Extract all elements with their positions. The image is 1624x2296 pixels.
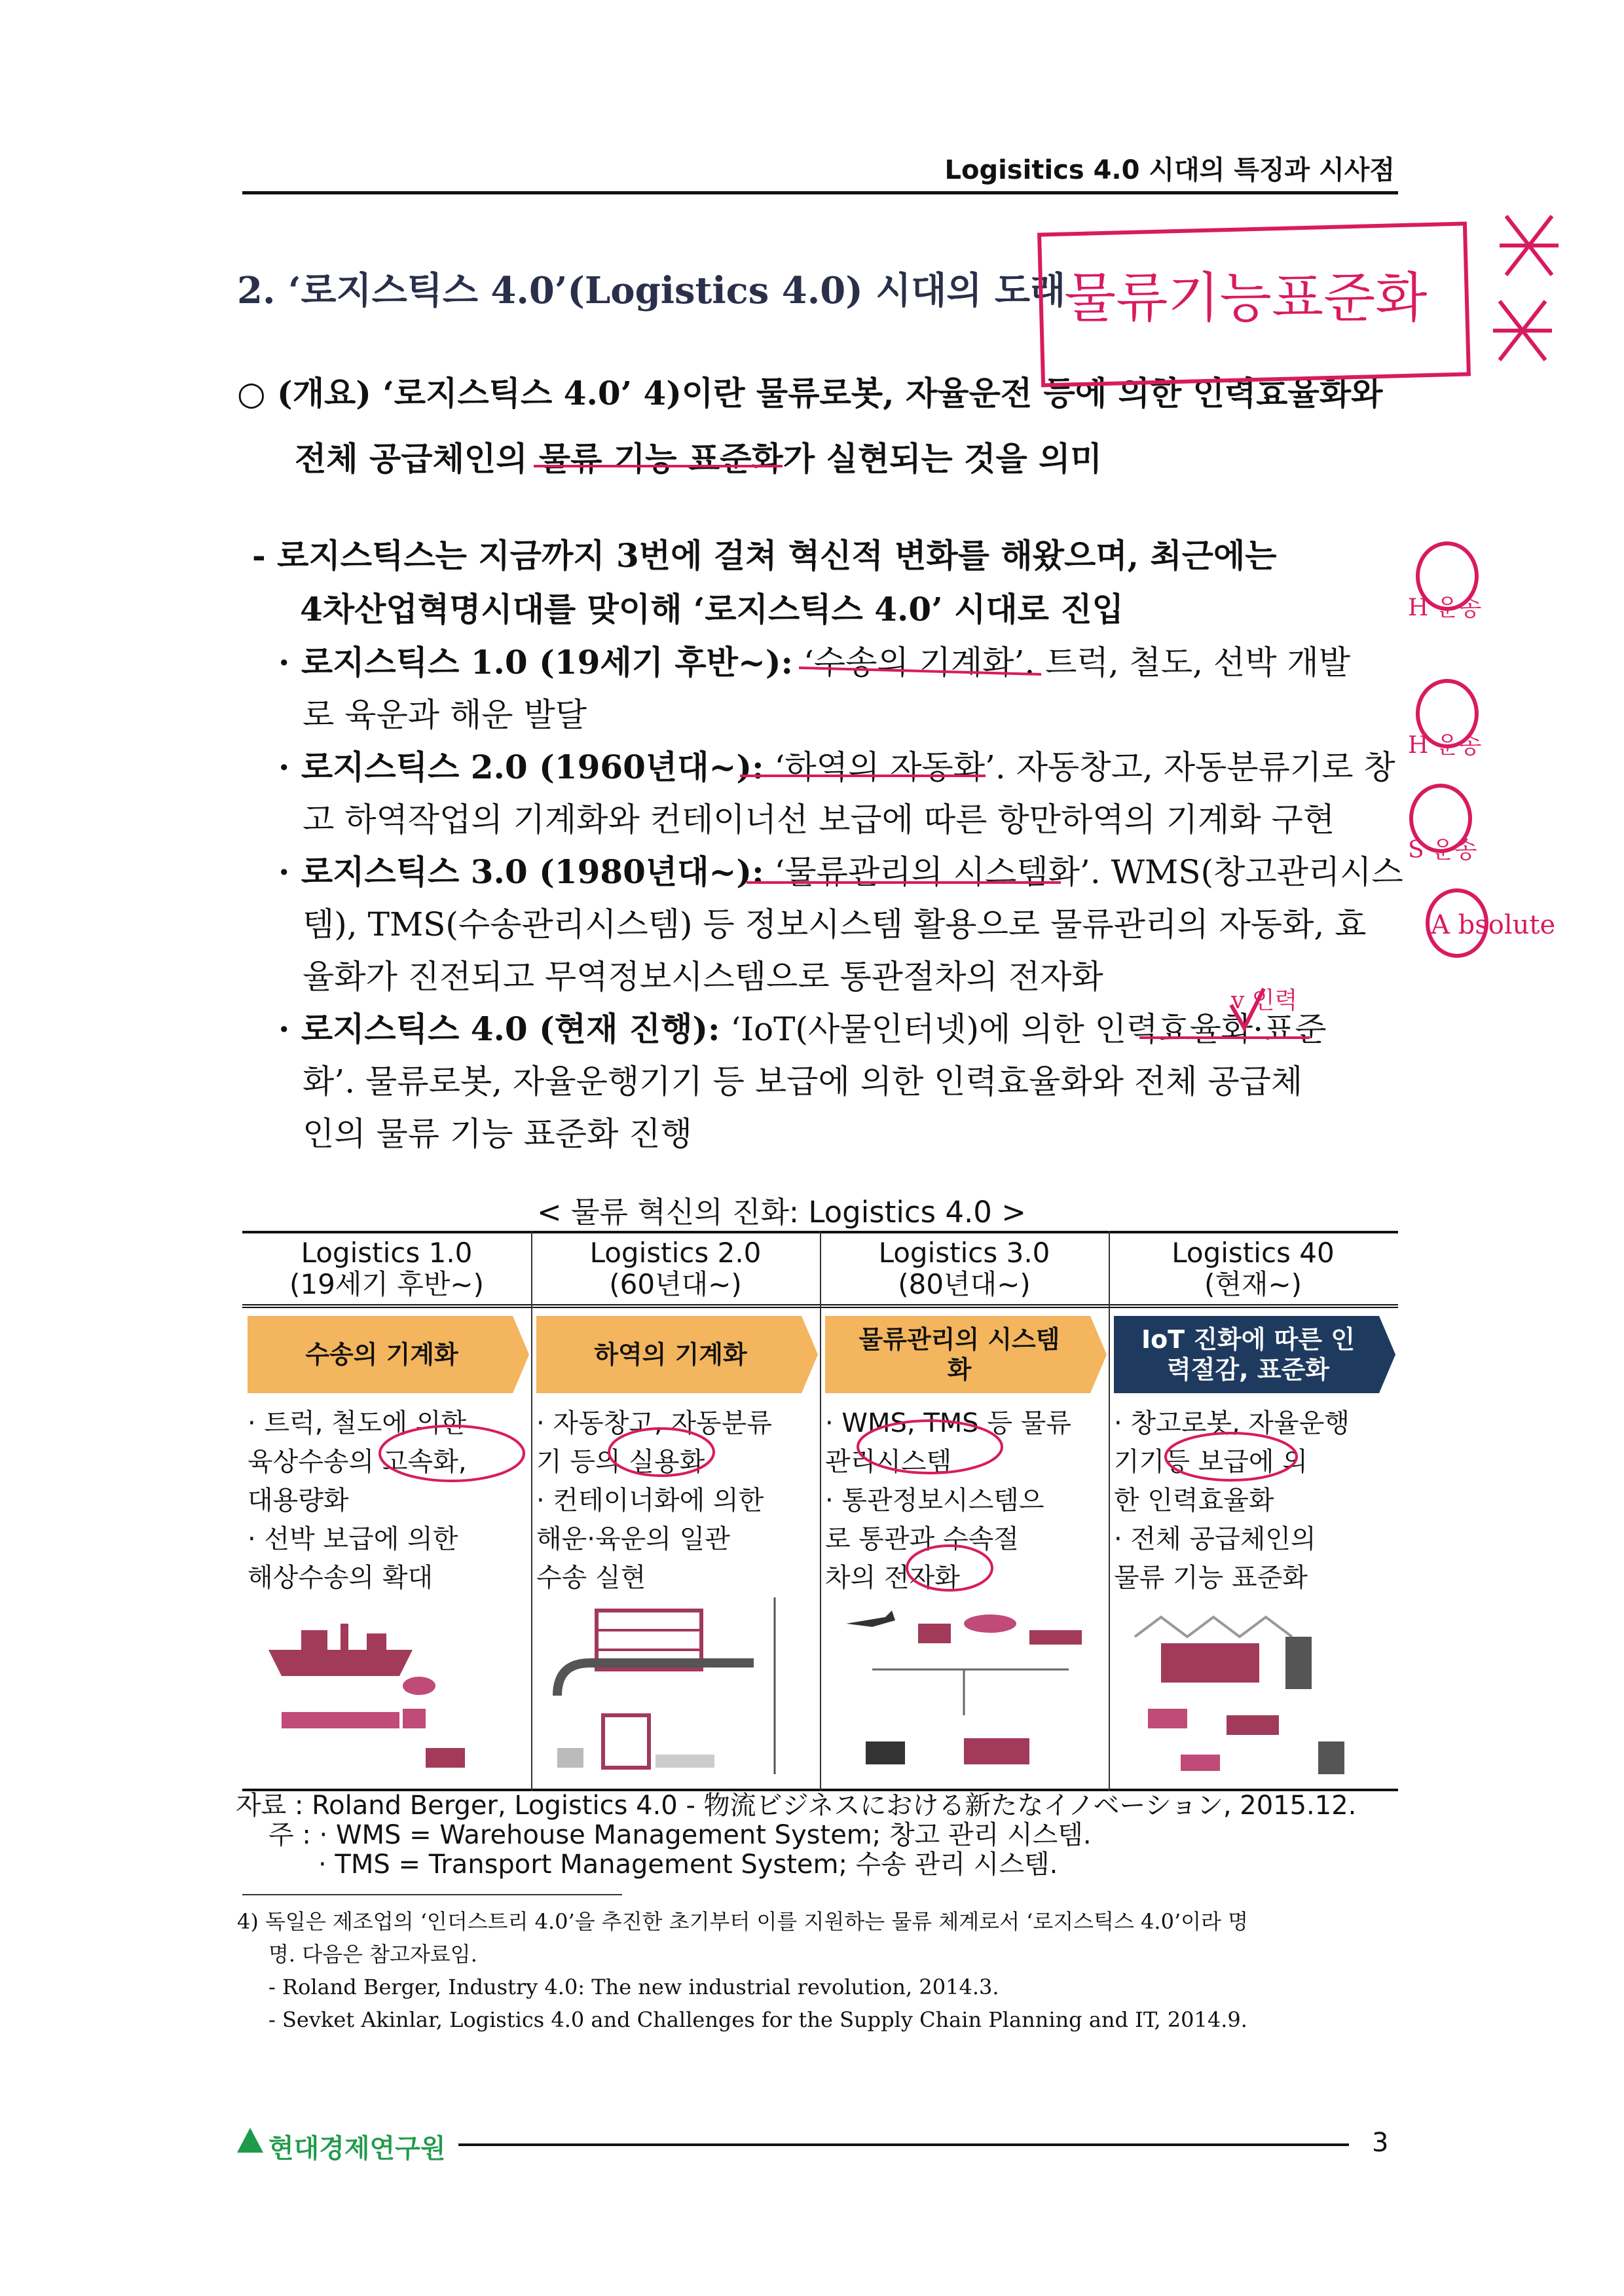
bullet-1-lead: · 로지스틱스 1.0 (19세기 후반~): xyxy=(278,643,793,682)
handwritten-side-note: H 운송 xyxy=(1408,732,1482,759)
column-header-title: Logistics 3.0 xyxy=(878,1237,1050,1269)
footnote-ref-1: - Roland Berger, Industry 4.0: The new industrial revolution, 2014.3. xyxy=(268,1975,999,1999)
footnote-ref-2: - Sevket Akinlar, Logistics 4.0 and Challenges for the Supply Chain Planning and IT, 2014.9. xyxy=(268,2007,1247,2032)
dash-line-1: - 로지스틱스는 지금까지 3번에 걸쳐 혁신적 변화를 해왔으며, 최근에는 xyxy=(252,536,1277,575)
column-header-title: Logistics 40 xyxy=(1172,1237,1335,1269)
cell-line: · 통관정보시스템으 xyxy=(825,1485,1044,1516)
overview-line-1: ○ (개요) ‘로지스틱스 4.0’ 4)이란 물류로봇, 자율운전 등에 의한 인력효율화와 xyxy=(237,374,1383,412)
table-caption: < 물류 혁신의 진화: Logistics 4.0 > xyxy=(537,1195,1026,1230)
handwritten-side-note: v 인력 xyxy=(1231,987,1298,1014)
bullet-2-text: ‘하역의 자동화’. 자동창고, 자동분류기로 창 xyxy=(764,748,1395,786)
column-header-period: (현재~) xyxy=(1204,1268,1302,1300)
cell-line: 대용량화 xyxy=(248,1485,349,1516)
bullet-1-text: ‘수송의 기계화’. 트럭, 철도, 선박 개발 xyxy=(792,644,1351,682)
handwritten-side-note: A bsolute xyxy=(1431,910,1556,940)
cell-line: · 창고로봇, 자율운행 xyxy=(1114,1408,1350,1438)
column-header-period: (19세기 후반~) xyxy=(289,1268,485,1300)
cell-line: · WMS, TMS 등 물류 xyxy=(825,1408,1071,1438)
banner-label: 수송의 기계화 xyxy=(305,1340,458,1369)
cell-line: · 선박 보급에 의한 xyxy=(248,1524,458,1554)
bullet-1-line-2: 로 육운과 해운 발달 xyxy=(303,696,587,734)
note-line-wms: 주 : · WMS = Warehouse Management System; 창고 관리 시스템. xyxy=(268,1820,1092,1850)
section-title: 2. ‘로지스틱스 4.0’(Logistics 4.0) 시대의 도래 xyxy=(237,269,1066,312)
footnote-line-2: 명. 다음은 참고자료임. xyxy=(268,1942,477,1967)
bullet-4-text: ‘IoT(사물인터넷)에 의한 인력효율화·표준 xyxy=(720,1010,1327,1048)
column-header-period: (60년대~) xyxy=(609,1268,742,1300)
bullet-4-lead: · 로지스틱스 4.0 (현재 진행): xyxy=(278,1010,720,1048)
bullet-3-line-2: 템), TMS(수송관리시스템) 등 정보시스템 활용으로 물류관리의 자동화, 효 xyxy=(303,905,1367,943)
bullet-2-line-2: 고 하역작업의 기계화와 컨테이너선 보급에 따른 항만하역의 기계화 구현 xyxy=(303,801,1335,839)
overview-line-2: 전체 공급체인의 물류 기능 표준화가 실현되는 것을 의미 xyxy=(295,439,1102,478)
banner-label: 하역의 기계화 xyxy=(594,1340,747,1369)
cell-line: 관리시스템 xyxy=(825,1447,952,1477)
running-header: Logisitics 4.0 시대의 특징과 시사점 xyxy=(944,155,1395,185)
page-number: 3 xyxy=(1372,2128,1389,2158)
bullet-3-line-3: 율화가 진전되고 무역정보시스템으로 통관절차의 전자화 xyxy=(303,958,1103,996)
cell-line: 해운·육운의 일관 xyxy=(536,1524,730,1554)
banner-label: 물류관리의 시스템화 xyxy=(858,1325,1060,1384)
bullet-4-line-2: 화’. 물류로봇, 자율운행기기 등 보급에 의한 인력효율화와 전체 공급체 xyxy=(303,1063,1303,1101)
cell-line: · 트럭, 철도에 의한 xyxy=(248,1408,467,1438)
column-header-period: (80년대~) xyxy=(898,1268,1031,1300)
cell-line: 한 인력효율화 xyxy=(1114,1485,1274,1516)
cell-line: · 전체 공급체인의 xyxy=(1114,1524,1316,1554)
cell-line: · 컨테이너화에 의한 xyxy=(536,1485,764,1516)
footnote-line-1: 4) 독일은 제조업의 ‘인더스트리 4.0’을 추진한 초기부터 이를 지원하는 물류 체계로서 ‘로지스틱스 4.0’이라 명 xyxy=(237,1909,1249,1934)
bullet-2-lead: · 로지스틱스 2.0 (1960년대~): xyxy=(278,748,764,786)
cell-line: 기기등 보급에 의 xyxy=(1114,1447,1308,1477)
cell-line: 육상수송의 고속화, xyxy=(248,1447,467,1477)
handwritten-box-note: 물류기능표준화 xyxy=(1064,267,1428,329)
banner-label: IoT 진화에 따른 인력절감, 표준화 xyxy=(1141,1325,1356,1384)
cell-line: 물류 기능 표준화 xyxy=(1114,1563,1308,1593)
column-header-title: Logistics 2.0 xyxy=(589,1237,762,1269)
bullet-3-text: ‘물류관리의 시스템화’. WMS(창고관리시스 xyxy=(764,853,1403,891)
handwritten-side-note: S 운송 xyxy=(1408,837,1477,864)
cell-line: 로 통관과 수속절 xyxy=(825,1524,1019,1554)
bullet-3-lead: · 로지스틱스 3.0 (1980년대~): xyxy=(278,852,764,891)
handwritten-side-note: H 운송 xyxy=(1408,594,1482,621)
footer-org-name: 현대경제연구원 xyxy=(268,2134,446,2164)
bullet-4-line-3: 인의 물류 기능 표준화 진행 xyxy=(303,1115,692,1153)
dash-line-2: 4차산업혁명시대를 맞이해 ‘로지스틱스 4.0’ 시대로 진입 xyxy=(300,590,1124,629)
cell-line: 수송 실현 xyxy=(536,1563,646,1593)
note-line-tms: · TMS = Transport Management System; 수송 관리 시스템. xyxy=(318,1850,1058,1880)
source-line: 자료 : Roland Berger, Logistics 4.0 - 物流ビジネスにおける新たなイノベーション, 2015.12. xyxy=(236,1791,1357,1821)
cell-line: 기 등의 실용화 xyxy=(536,1447,705,1477)
cell-line: 해상수송의 확대 xyxy=(248,1563,434,1593)
cell-line: · 자동창고, 자동분류 xyxy=(536,1408,772,1438)
cell-line: 차의 전자화 xyxy=(825,1563,960,1593)
column-header-title: Logistics 1.0 xyxy=(301,1237,473,1269)
